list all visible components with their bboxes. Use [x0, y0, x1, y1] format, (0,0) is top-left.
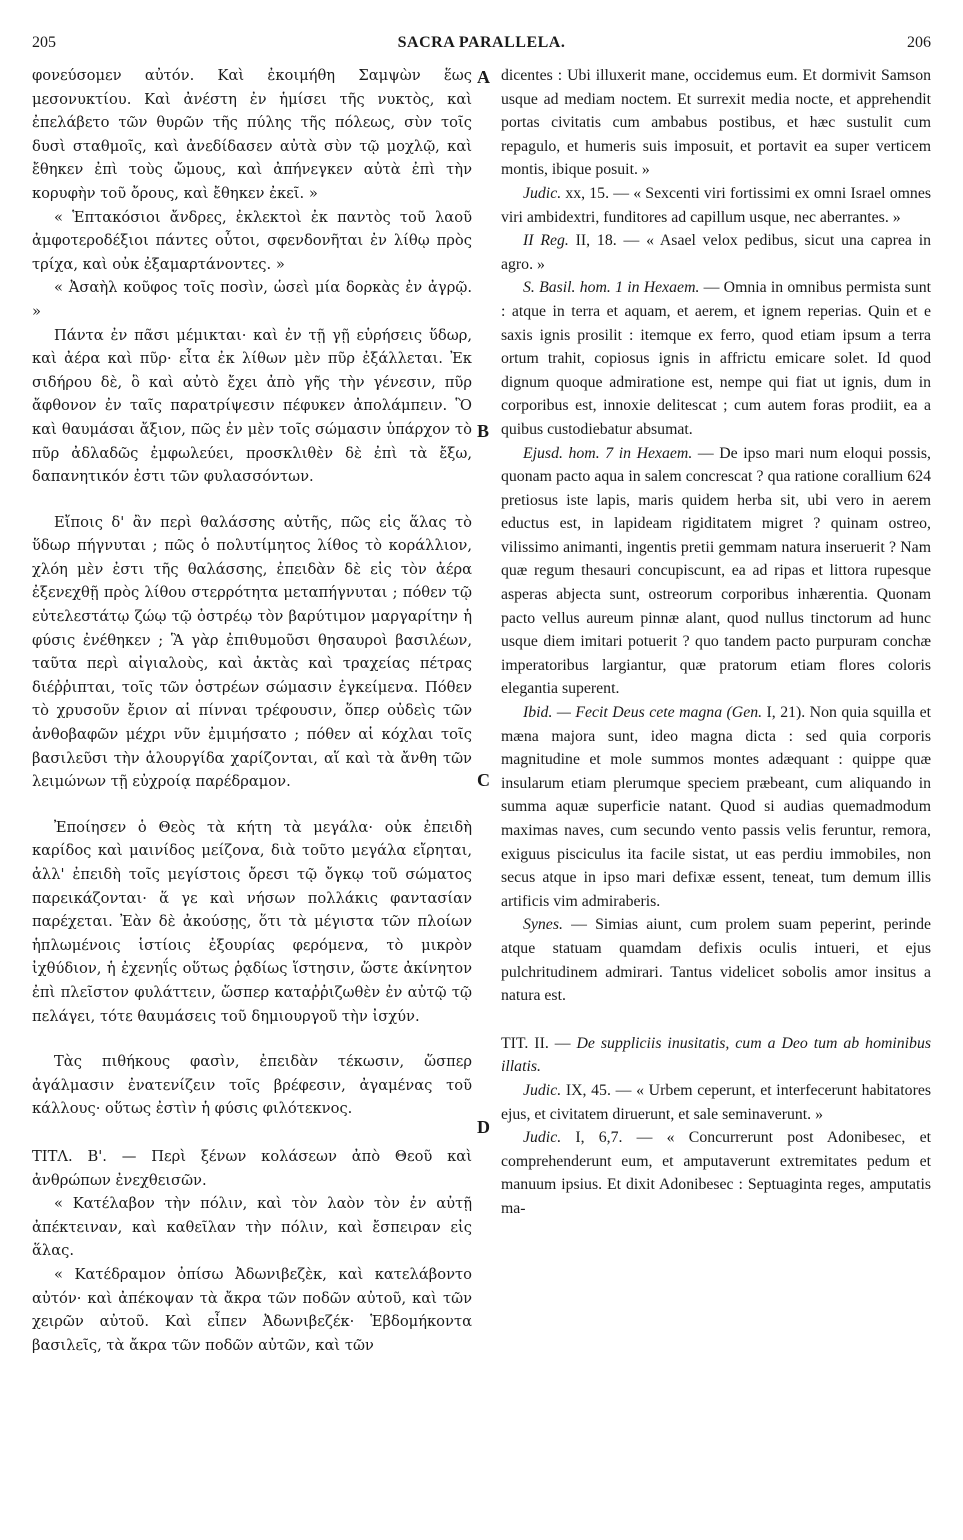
greek-paragraph: « Ἑπτακόσιοι ἄνδρες, ἐκλεκτοὶ ἐκ παντὸς τοῦ λαοῦ ἀμφοτεροδέξιοι πάντες οὗτοι, σφενδονῆται ἐν λίθῳ πρὸς τρίχα, καὶ οὐκ ἐξαμαρτάνοντες. » — [32, 208, 472, 273]
latin-paragraph — [501, 1079, 931, 1126]
latin-paragraph — [501, 182, 931, 229]
latin-paragraph — [501, 442, 931, 702]
paragraph-text: — De ipso mari num eloqui possis, quonam pacto aqua in salem concrescat ? qua ratione corallium 624 pretiosus iste lapis, maris quidem herba sit, ubi vero in aerem eductus est, in lapideam rigiditatem migret ? quinam ostreo, vilissimo animanti, ingentis pretii gemmam natura inseruerit ? Nam quæ regum thesauri concupiscunt, ea ad ripas et littora rupesque asperas abjecta sunt, ostreorum corporibus inhærentia. Quonam pacto vellus aureum pinnæ alant, quod nullus tinctorum ad hunc usque diem imitari potuerit ? quo tandem pacto purpuram conchæ imperatoribus largiantur, quæ pratorum etiam flores coloris elegantia superent. — [501, 444, 931, 698]
latin-paragraph — [501, 229, 931, 276]
greek-column — [32, 64, 472, 1357]
latin-column — [501, 64, 931, 1221]
greek-paragraph: Τὰς πιθήκους φασὶν, ἐπειδὰν τέκωσιν, ὥσπερ ἀγάλμασιν ἐνατενίζειν τοῖς βρέφεσιν, ἀγαμένας τοῦ κάλλους· οὕτως ἐστὶν ἡ φύσις φιλότεκνος. — [32, 1053, 472, 1118]
latin-paragraph — [501, 701, 931, 913]
citation: Judic. — [523, 1081, 562, 1099]
latin-section-title — [501, 1032, 931, 1079]
citation: II Reg. — [523, 232, 569, 250]
citation: Ibid. — Fecit Deus cete magna (Gen. — [523, 704, 763, 722]
latin-paragraph — [501, 1126, 931, 1220]
paragraph-text: I, 6,7. — « Concurrerunt post Adonibesec, et comprehenderunt eum, et amputaverunt extremitates pedum et manuum ipsius. Et dixit Adonibesec : Septuaginta reges, amputatis ma- — [501, 1129, 931, 1217]
citation: Judic. — [523, 184, 562, 202]
paragraph-text: xx, 15. — « Sexcenti viri fortissimi ex omni Israel omnes viri ambidextri, funditores ad capillum usque, nec aberrantes. » — [501, 184, 931, 226]
latin-paragraph — [501, 276, 931, 441]
section-marker-b: B — [477, 421, 490, 441]
title-label: TIT. II. — — [501, 1034, 577, 1052]
page-number-right: 206 — [907, 34, 931, 51]
running-title: SACRA PARALLELA. — [397, 34, 566, 51]
paragraph-text: — Simias aiunt, cum prolem suam peperint, perinde atque statuam quamdam defixis oculis intueri, et ejus pulchritudinem admirari. Tantus videlicet sobolis amor insitus a natura est. — [501, 916, 931, 1005]
greek-paragraph: Πάντα ἐν πᾶσι μέμικται· καὶ ἐν τῇ γῇ εὑρήσεις ὕδωρ, καὶ ἀέρα καὶ πῦρ· εἶτα ἐκ λίθων μὲν πῦρ ἐξάλλεται. Ἐκ σιδήρου δὲ, ὃ καὶ αὐτὸ ἔχει ἀπὸ γῆς τὴν γένεσιν, πῦρ ἄφθονον ἐν ταῖς παρατρίψεσιν πέφυκεν ἀπολάμπειν. Ὃ καὶ θαυμάσαι ἄξιον, πῶς ἐν μὲν τοῖς σώμασιν ὑπάρχον τὸ πῦρ ἀδλαδῶς ἐμφωλεύει, προσκλιθὲν δὲ ἐπὶ τὰ ἔξω, δαπανητικόν ἐστι τῶν φυλασσόντων. — [32, 326, 472, 486]
citation: S. Basil. hom. 1 in Hexaem. — [523, 279, 700, 297]
paragraph-text: II, 18. — « Asael velox pedibus, sicut una caprea in agro. » — [501, 232, 931, 273]
citation: Synes. — [523, 916, 563, 934]
greek-paragraph: « Κατέδραμον ὀπίσω Ἀδωνιβεζὲκ, καὶ κατελάβοντο αὐτόν· καὶ ἀπέκοψαν τὰ ἄκρα τῶν ποδῶν αὐτοῦ, καὶ τῶν χειρῶν αὐτοῦ. Καὶ εἶπεν Ἀδωνιβεζέκ· Ἑβδομήκοντα βασιλεῖς, τὰ ἄκρα τῶν ποδῶν αὐτῶν, καὶ τῶν — [32, 1265, 472, 1354]
latin-paragraph: dicentes : Ubi illuxerit mane, occidemus eum. Et dormivit Samson usque ad mediam noctem. Et surrexit media nocte, et apprehendit portas civitatis cum ambabus postibus, et hæc sustulit cum repagulo, et humeris suis imposuit, et portavit ea super verticem montis, ibique posuit. » — [501, 67, 931, 179]
section-marker-d: D — [477, 1117, 490, 1137]
citation: Judic. — [523, 1129, 562, 1147]
greek-section-title: ΤΙΤΛ. Β'. — Περὶ ξένων κολάσεων ἀπὸ Θεοῦ καὶ ἀνθρώπων ἐνεχθεισῶν. — [32, 1147, 472, 1189]
page-number-left: 205 — [32, 34, 56, 51]
section-marker-a: A — [477, 67, 490, 87]
title-text: De suppliciis inusitatis, cum a Deo tum ab hominibus illatis. — [501, 1034, 931, 1076]
running-header — [32, 34, 931, 56]
citation: Ejusd. hom. 7 in Hexaem. — [523, 444, 693, 462]
greek-paragraph: Εἴποις δ' ἂν περὶ θαλάσσης αὐτῆς, πῶς εἰς ἅλας τὸ ὕδωρ πήγνυται ; πῶς ὁ πολυτίμητος λίθος τὸ κοράλλιον, χλόη μὲν ἐστι τῆς θαλάσσης, ἐπειδὰν δὲ εἰς τὸν ἀέρα ἐξενεχθῇ πρὸς λίθου στερρότητα μεταπήγνυται ; πόθεν τῷ εὐτελεστάτῳ ζώῳ τῷ ὀστρέῳ τὸν βαρύτιμον μαργαρίτην ἡ φύσις ἐνέθηκεν ; Ἃ γὰρ ἐπιθυμοῦσι θησαυροὶ βασιλέων, ταῦτα περὶ αἰγιαλοὺς, καὶ ἀκτὰς καὶ τραχείας πέτρας διέῤῥιπται, τοῖς τῶν ὀστρέων σώμασιν ἐγκείμενα. Πόθεν τὸ χρυσοῦν ἔριον αἱ πίνναι τρέφουσιν, ὅπερ οὐδεὶς τῶν ἀνθοβαφῶν μέχρι νῦν ἐμιμήσατο ; πόθεν αἱ κόχλαι τοῖς βασιλεῦσι τὴν ἁλουργίδα χαρίζονται, αἵ καὶ τὰ ἄνθη τῶν λειμώνων τῇ εὐχροίᾳ παρέδραμον. — [32, 513, 472, 791]
greek-paragraph: φονεύσομεν αὐτόν. Καὶ ἐκοιμήθη Σαμψὼν ἕως μεσονυκτίου. Καὶ ἀνέστη ἐν ἡμίσει τῆς νυκτὸς, καὶ ἐπελάβετο τῶν θυρῶν τῆς πύλης τῆς πόλεως, σὺν τοῖς δυσὶ σταθμοῖς, καὶ ἀνεδίδασεν αὐτὰ σὺν τῷ μοχλῷ, καὶ ἔθηκεν ἐπὶ τοὺς ὤμους, καὶ ἀπήνεγκεν αὐτὰ ἐπὶ τὴν κορυφὴν τοῦ ὄρους, καὶ ἔθηκεν ἐκεῖ. » — [32, 67, 472, 202]
latin-paragraph — [501, 913, 931, 1007]
greek-paragraph: Ἐποίησεν ὁ Θεὸς τὰ κήτη τὰ μεγάλα· οὐκ ἐπειδὴ καρίδος καὶ μαινίδος μείζονα, διὰ τοῦτο μεγάλα εἴρηται, ἀλλ' ἐπειδὴ τοῖς μεγίστοις ὄρεσι τῷ ὄγκῳ τοῦ σώματος παρεικάζονται· ἅ γε καὶ νήσων πολλάκις φαντασίαν παρέχεται. Ἐὰν δὲ ἀκούσῃς, ὅτι τὰ μέγιστα τῶν πλοίων ἡπλωμένοις ἱστίοις ἐξουρίας φερόμενα, τὸ μικρὸν ἰχθύδιον, ἡ ἐχενηΐς οὕτως ῥᾳδίως ἵστησιν, ὥστε ἀκίνητον ἐπὶ πλεῖστον φυλάττειν, ὥσπερ καταῤῥιζωθὲν ἐν αὐτῷ τῷ πελάγει, τότε θαυμάσεις τοῦ δημιουργοῦ τὴν ἰσχύν. — [32, 818, 472, 1025]
greek-paragraph: « Ἀσαὴλ κοῦφος τοῖς ποσὶν, ὡσεὶ μία δορκὰς ἐν ἀγρῷ. » — [32, 279, 472, 320]
paragraph-text: IX, 45. — « Urbem ceperunt, et interfecerunt habitatores ejus, et civitatem diruerunt, et sale seminaverunt. » — [501, 1081, 931, 1123]
paragraph-text: — Omnia in omnibus permista sunt : atque in terra et aquam, et aerem, et ignem reperias. Quin et e saxis ignis prosilit : itemque ex ferro, quod etiam ipsum a terra ortum trahit, copiosus ignis in affrictu emicare solet. Id quod dignum quoque admiratione est, nempe qui fiat ut ignis, dum in corporibus est, innoxie delitescat ; cum autem foras prodiit, ea a quibus custodiebatur absumat. — [501, 279, 932, 438]
greek-paragraph: « Κατέλαβον τὴν πόλιν, καὶ τὸν λαὸν τὸν ἐν αὐτῇ ἀπέκτειναν, καὶ καθεῖλαν τὴν πόλιν, καὶ ἔσπειραν εἰς ἅλας. — [32, 1195, 472, 1260]
paragraph-text: I, 21). Non quia squilla et mæna majora sunt, ideo magna dicta : sed quia corporis magnitudine et mole summos montes adæquant : quippe quæ insularum etiam plerumque speciem præbeant, cum aliquando in summa aquæ superficie natant. Quod si audias quemadmodum maximas naves, cum secundo vento passis velis feruntur, remora, exiguus pisciculus ita facile sistat, ut eas perdiu immobiles, non secus atque in ipso mari defixæ essent, teneat, tum demum illis artificis vim admiraberis. — [501, 704, 931, 910]
section-marker-c: C — [477, 770, 490, 790]
